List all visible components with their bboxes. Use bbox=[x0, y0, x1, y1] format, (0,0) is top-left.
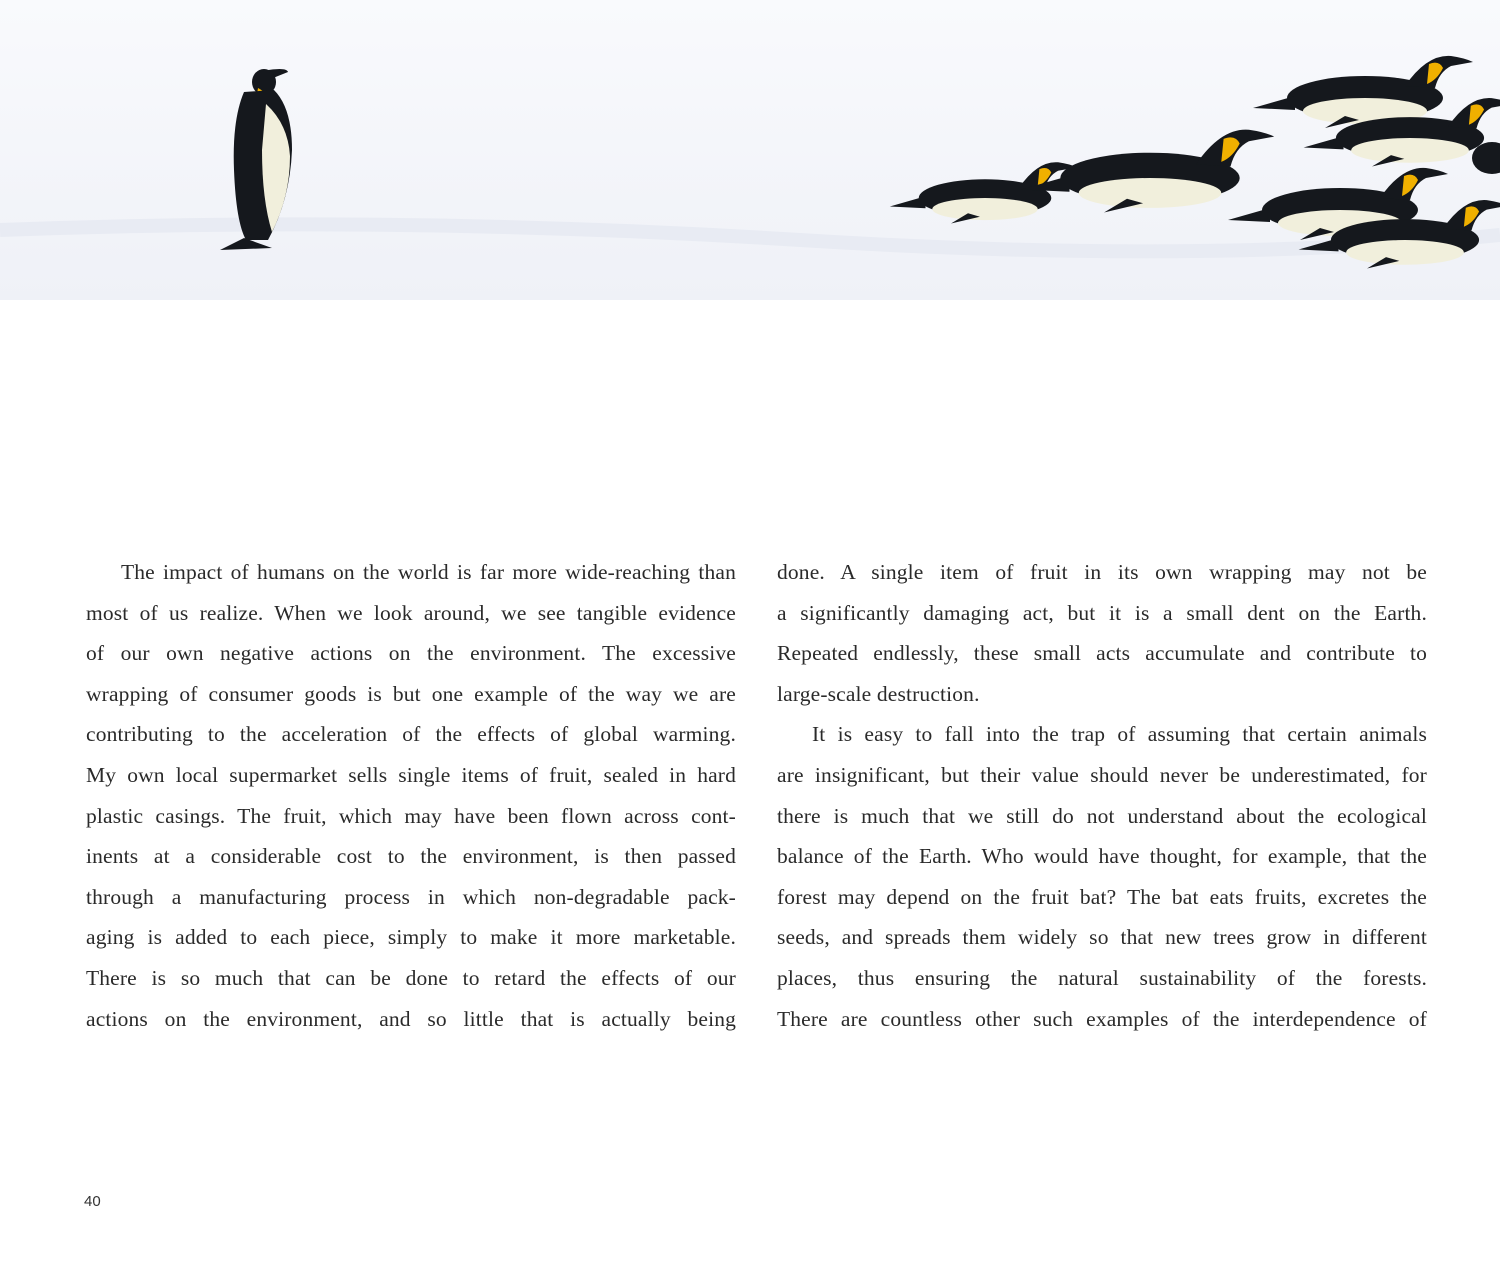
text-line: There is so much that can be done to retard the effects of our bbox=[86, 965, 736, 990]
text-line: actions on the environment, and so little that is actually being bbox=[86, 1006, 736, 1031]
text-line: places, thus ensuring the natural sustainability of the forests. bbox=[777, 965, 1427, 990]
text-line: forest may depend on the fruit bat? The bat eats fruits, excretes the bbox=[777, 884, 1427, 909]
text-line: inents at a considerable cost to the environment, is then passed bbox=[86, 844, 736, 869]
text-line: done. A single item of fruit in its own wrapping may not be bbox=[777, 560, 1427, 584]
text-line: The impact of humans on the world is far more wide-reaching than bbox=[121, 560, 736, 584]
text-line: wrapping of consumer goods is but one example of the way we are bbox=[86, 681, 736, 706]
text-line: It is easy to fall into the trap of assuming that certain animals bbox=[812, 722, 1427, 747]
text-line: most of us realize. When we look around, we see tangible evidence bbox=[86, 600, 736, 625]
text-line: through a manufacturing process in which non-degradable pack- bbox=[86, 884, 736, 909]
text-line: Repeated endlessly, these small acts accumulate and contribute to bbox=[777, 641, 1427, 666]
text-line: seeds, and spreads them widely so that new trees grow in different bbox=[777, 925, 1427, 950]
text-line: contributing to the acceleration of the effects of global warming. bbox=[86, 722, 736, 747]
penguins-illustration bbox=[0, 0, 1500, 300]
text-line: plastic casings. The fruit, which may have been flown across cont- bbox=[86, 803, 736, 828]
penguin-photo bbox=[0, 0, 1500, 300]
page-number: 40 bbox=[84, 1193, 101, 1210]
text-line: aging is added to each piece, simply to make it more marketable. bbox=[86, 925, 736, 950]
text-line: There are countless other such examples of the interdependence of bbox=[777, 1006, 1427, 1031]
text-line: a significantly damaging act, but it is a small dent on the Earth. bbox=[777, 600, 1427, 625]
text-line: My own local supermarket sells single items of fruit, sealed in hard bbox=[86, 762, 736, 787]
text-column-right bbox=[777, 552, 1427, 1039]
text-column-left bbox=[86, 552, 736, 1039]
text-line: large-scale destruction. bbox=[777, 681, 980, 706]
text-line: of our own negative actions on the environment. The excessive bbox=[86, 641, 736, 666]
text-line: there is much that we still do not understand about the ecological bbox=[777, 803, 1427, 828]
text-line: balance of the Earth. Who would have thought, for example, that the bbox=[777, 844, 1427, 869]
text-line: are insignificant, but their value should never be underestimated, for bbox=[777, 762, 1427, 787]
